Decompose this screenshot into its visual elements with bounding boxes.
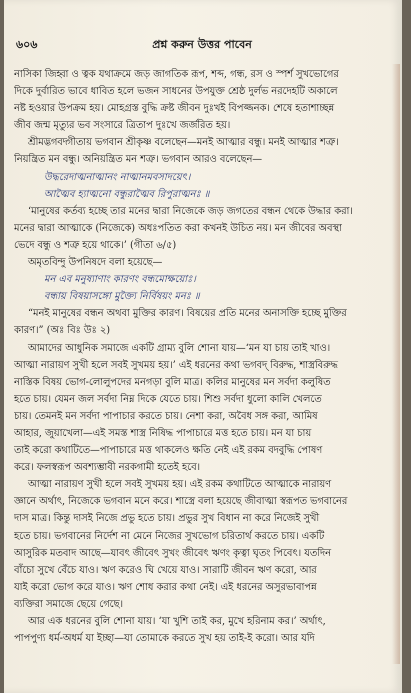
text-line: হতে চায়। যেমন জল সর্বদা নিম্ন দিকে যেতে চায়। শিশু সর্বদা ধুলো কালি খেলতে (14, 393, 322, 405)
text-line: তাই করো কথাটিতে—পাপাচারে মত্ত থাকলেও ক্ষতি নেই এই রকম বদবুদ্ধি পোষণ (14, 445, 323, 457)
text-line: আমাদের আধুনিক সমাজে একটি গ্রাম্য বুলি শোনা যায়—‘মন যা চায় তাই খাও। (28, 342, 331, 354)
text-line: বাঁচো সুখে বেঁচে যাও। ঋণ করেও ঘি খেয়ে যাও। সারাটি জীবন ঋণ করো, আর (14, 564, 317, 576)
text-line: নাসিকা জিহ্বা ও ত্বক যথাক্রমে জড় জাগতিক রূপ, শব্দ, গন্ধ, রস ও স্পর্শ সুখভোগের (14, 69, 339, 80)
book-page (4, 0, 402, 693)
text-line: অমৃতবিন্দু উপনিষদে বলা হয়েছে— (28, 257, 163, 269)
text-line: মনের দ্বারা আত্মাকে (নিজেকে) অধঃপতিত করা কখনই উচিত নয়। মন জীবের অবস্থা (14, 222, 342, 234)
text-line: নিয়ন্ত্রিত মন বন্ধু। অনিয়ন্ত্রিত মন শত্রু। ভগবান আরও বলেছেন— (14, 154, 263, 166)
text-line: ‘মানুষের কর্তব্য হচ্ছে তার মনের দ্বারা নিজেকে জড় জগতের বন্ধন থেকে উদ্ধার করা। (28, 205, 353, 217)
text-line: চায়। তেমনই মন সর্বদা পাপাচার করতে চায়। নেশা করা, অবৈধ সঙ্গ করা, আমিষ (14, 410, 318, 422)
text-line: করে। ফলস্বরূপ অবশ্যম্ভাবী নরকগামী হতেই হবে। (14, 462, 201, 474)
text-line: আসুরিক মতবাদ আছে—যাবৎ জীবেৎ সুখং জীবেৎ ঋণং কৃত্বা ঘৃতং পিবেৎ। যতদিন (14, 547, 331, 559)
page-header (16, 36, 388, 52)
text-line: আত্মা নারায়ণ সুখী হলে সবই সুখময় হয়।’ এই ধরনের কথা ভগবদ্ বিরুদ্ধ, শাস্ত্রবিরুদ্ধ (14, 359, 338, 371)
page-number: ৬০৬ (16, 38, 38, 51)
text-line: পাপপুণ্য ধর্ম-অধর্ম যা ইচ্ছা—যা তোমাকে করতে সুখ হয় তাই-ই করো। আর যদি (14, 633, 315, 645)
text-line: জীব জন্ম মৃত্যুর ভব সংসারে ত্রিতাপ দুঃখে জর্জরিত হয়। (14, 120, 231, 132)
text-line: দাস মাত্র। কিন্তু দাসই নিজে প্রভু হতে চায়। প্রভুর সুখ বিধান না করে নিজেই সুখী (14, 513, 320, 525)
page-edge-stain (392, 64, 400, 664)
text-line: নষ্ট হওয়ার উপক্রম হয়। মোহগ্রস্ত বুদ্ধি ক্রষ্ট জীবন দুঃখই বিপজ্জনক। শেষে হতাশাচ্ছন্ন (14, 103, 335, 115)
running-title: প্রশ্ন করুন উত্তর পাবেন (152, 38, 252, 51)
sloka-line: উদ্ধরেদাত্মনাত্মানং নাত্মানমবসাদয়েৎ। (44, 171, 191, 183)
text-line: শ্রীমদ্ভগবদ্গীতায় ভগবান শ্রীকৃষ্ণ বলেছেন—মনই আত্মার বন্ধু। মনই আত্মার শত্রু। (28, 137, 339, 149)
text-line: ভেদে বন্ধু ও শত্রু হয়ে থাকে।’ (গীতা ৬/৫) (14, 239, 177, 251)
sloka-line: মন এব মনুষ্যাণাং কারণং বন্ধমোক্ষয়োঃ। (44, 274, 196, 286)
text-line: কারণ।” (অঃ বিঃ উঃ ২) (14, 325, 111, 337)
page-body (14, 66, 392, 647)
text-line: আহার, জুয়াখেলা—এই সমস্ত শাস্ত্র নিষিদ্ধ পাপাচারে মত্ত হতে চায়। মন যা চায় (14, 427, 312, 439)
text-line: দিকে দুর্বারিত ভাবে ধাবিত হলে ভজন সাধনের উপযুক্ত শ্রেষ্ঠ দুর্লভ নরদেহটি অকালে (14, 86, 338, 98)
text-line: হতে চায়। ভগবানের নির্দেশ না মেনে নিজের সুখভোগ চরিতার্থ করতে চায়। একটি (14, 530, 325, 542)
text-line: “মনই মানুষের বন্ধন অথবা মুক্তির কারণ। বিষয়ের প্রতি মনের অনাসক্তি হচ্ছে মুক্তির (28, 308, 347, 320)
text-line: আর এক ধরনের বুলি শোনা যায়। ‘যা খুশি তাই কর, মুখে হরিনাম কর।’ অর্থাৎ, (28, 616, 326, 627)
text-line: জ্ঞানে অর্থাৎ, নিজেকে ভগবান মনে করে। শাস্ত্রে বলা হয়েছে জীবাত্মা স্বরূপত ভগবানের (14, 496, 348, 508)
text-line: ব্যক্তিরা সমাজে ছেয়ে গেছে। (14, 598, 124, 610)
sloka-line: আত্মৈব হ্যাত্মনো বন্ধুরাত্মৈব রিপুরাত্মনঃ ॥ (44, 188, 210, 200)
text-line: আত্মা নারায়ণ সুখী হলে সবই সুখময় হয়। এই রকম কথাটিতে আত্মাকে নারায়ণ (28, 479, 332, 491)
sloka-line: বন্ধায় বিষয়াসঙ্গো মুক্ত্যৈ নির্বিষয়ং মনঃ ॥ (44, 291, 200, 303)
text-line: যাই করো ভোগ করে যাও। ঋণ শোধ করার কথা নেই। এই ধরনের অসুরভাবাপন্ন (14, 581, 317, 593)
text-line: নাস্তিক বিষয় ভোগ-লোলুপদের মনগড়া বুলি মাত্র। কলির মানুষের মন সর্বদা কলুষিত (14, 376, 331, 388)
